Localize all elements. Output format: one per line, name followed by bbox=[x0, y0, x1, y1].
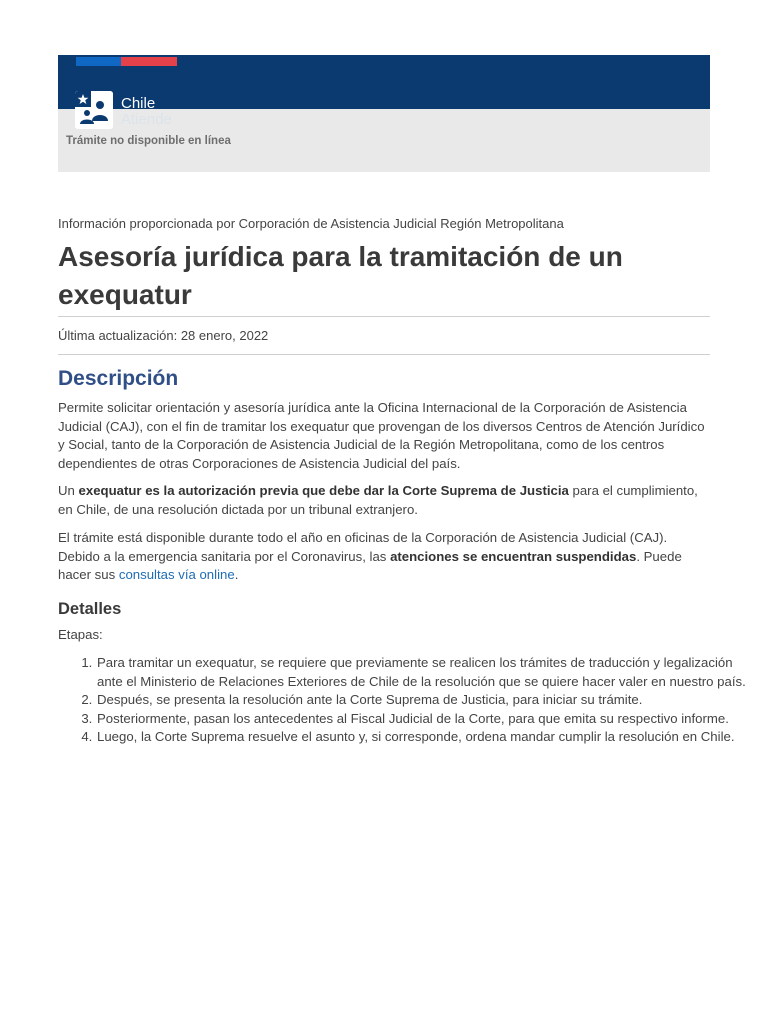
emphasis-text: exequatur es la autorización previa que debe dar la Corte Suprema de Justicia bbox=[78, 483, 569, 498]
list-item: 3. Posteriormente, pasan los antecedentes al Fiscal Judicial de la Corte, para que emita su respectivo informe. bbox=[96, 710, 748, 729]
chileatiende-logo-icon[interactable] bbox=[75, 91, 113, 129]
text: . Puede hacer sus bbox=[58, 548, 682, 583]
flag-stripe-red bbox=[121, 57, 177, 66]
divider bbox=[58, 354, 710, 355]
list-item: 4. Luego, la Corte Suprema resuelve el asunto y, si corresponde, ordena mandar cumplir la resolución en Chile. bbox=[96, 728, 748, 747]
description-paragraph-1: Permite solicitar orientación y asesoría jurídica ante la Oficina Internacional de la Corporación de Asistencia Judicial (CAJ), con el fin de tramitar los exequatur que provengan de los diversos Centros de Atención Jurídico y Social, tanto de la Corporación de Asistencia Judicial de la Región Metropolitana, como de los centros dependientes de otras Corporaciones de Asistencia Judicial del país. bbox=[58, 400, 705, 472]
text: para el cumplimiento, en Chile, de una resolución dictada por un tribunal extranjero. bbox=[58, 483, 698, 517]
availability-note: Trámite no disponible en línea bbox=[66, 135, 231, 147]
description-paragraph-3 bbox=[58, 529, 710, 585]
text: El trámite está disponible durante todo el año en oficinas de la Corporación de Asistencia Judicial (CAJ). Debido a la emergencia sanitaria por el Coronavirus, las bbox=[58, 530, 668, 564]
site-header bbox=[58, 55, 710, 172]
provider-info: Información proporcionada por Corporación de Asistencia Judicial Región Metropolitana bbox=[58, 216, 564, 231]
details-heading: Detalles bbox=[58, 600, 122, 618]
page-title: Asesoría jurídica para la tramitación de un exequatur bbox=[58, 241, 623, 310]
text: Un bbox=[58, 483, 79, 498]
list-item: 1. Para tramitar un exequatur, se requiere que previamente se realicen los trámites de traducción y legalización ante el Ministerio de Relaciones Exteriores de Chile de la resolución que se quiere hacer valer en nuestro país. bbox=[96, 654, 748, 691]
stages-label: Etapas: bbox=[58, 627, 103, 642]
description-heading: Descripción bbox=[58, 367, 179, 390]
logo-wordmark[interactable] bbox=[121, 96, 201, 132]
divider bbox=[58, 316, 710, 317]
logo-wordmark-line1: Chile bbox=[121, 95, 156, 112]
logo-wordmark-line2: Atiende bbox=[121, 111, 172, 128]
emphasis-text: atenciones se encuentran suspendidas bbox=[390, 548, 637, 564]
flag-stripe-blue bbox=[76, 57, 121, 66]
last-update: Última actualización: 28 enero, 2022 bbox=[58, 328, 269, 343]
description-paragraph-2 bbox=[58, 482, 710, 519]
text: . bbox=[234, 567, 239, 583]
stages-list bbox=[58, 654, 748, 747]
logo-glyph-icon bbox=[75, 91, 113, 129]
list-item: 2. Después, se presenta la resolución ante la Corte Suprema de Justicia, para iniciar su trámite. bbox=[96, 691, 748, 710]
online-consultation-link[interactable]: consultas vía online bbox=[118, 567, 235, 583]
